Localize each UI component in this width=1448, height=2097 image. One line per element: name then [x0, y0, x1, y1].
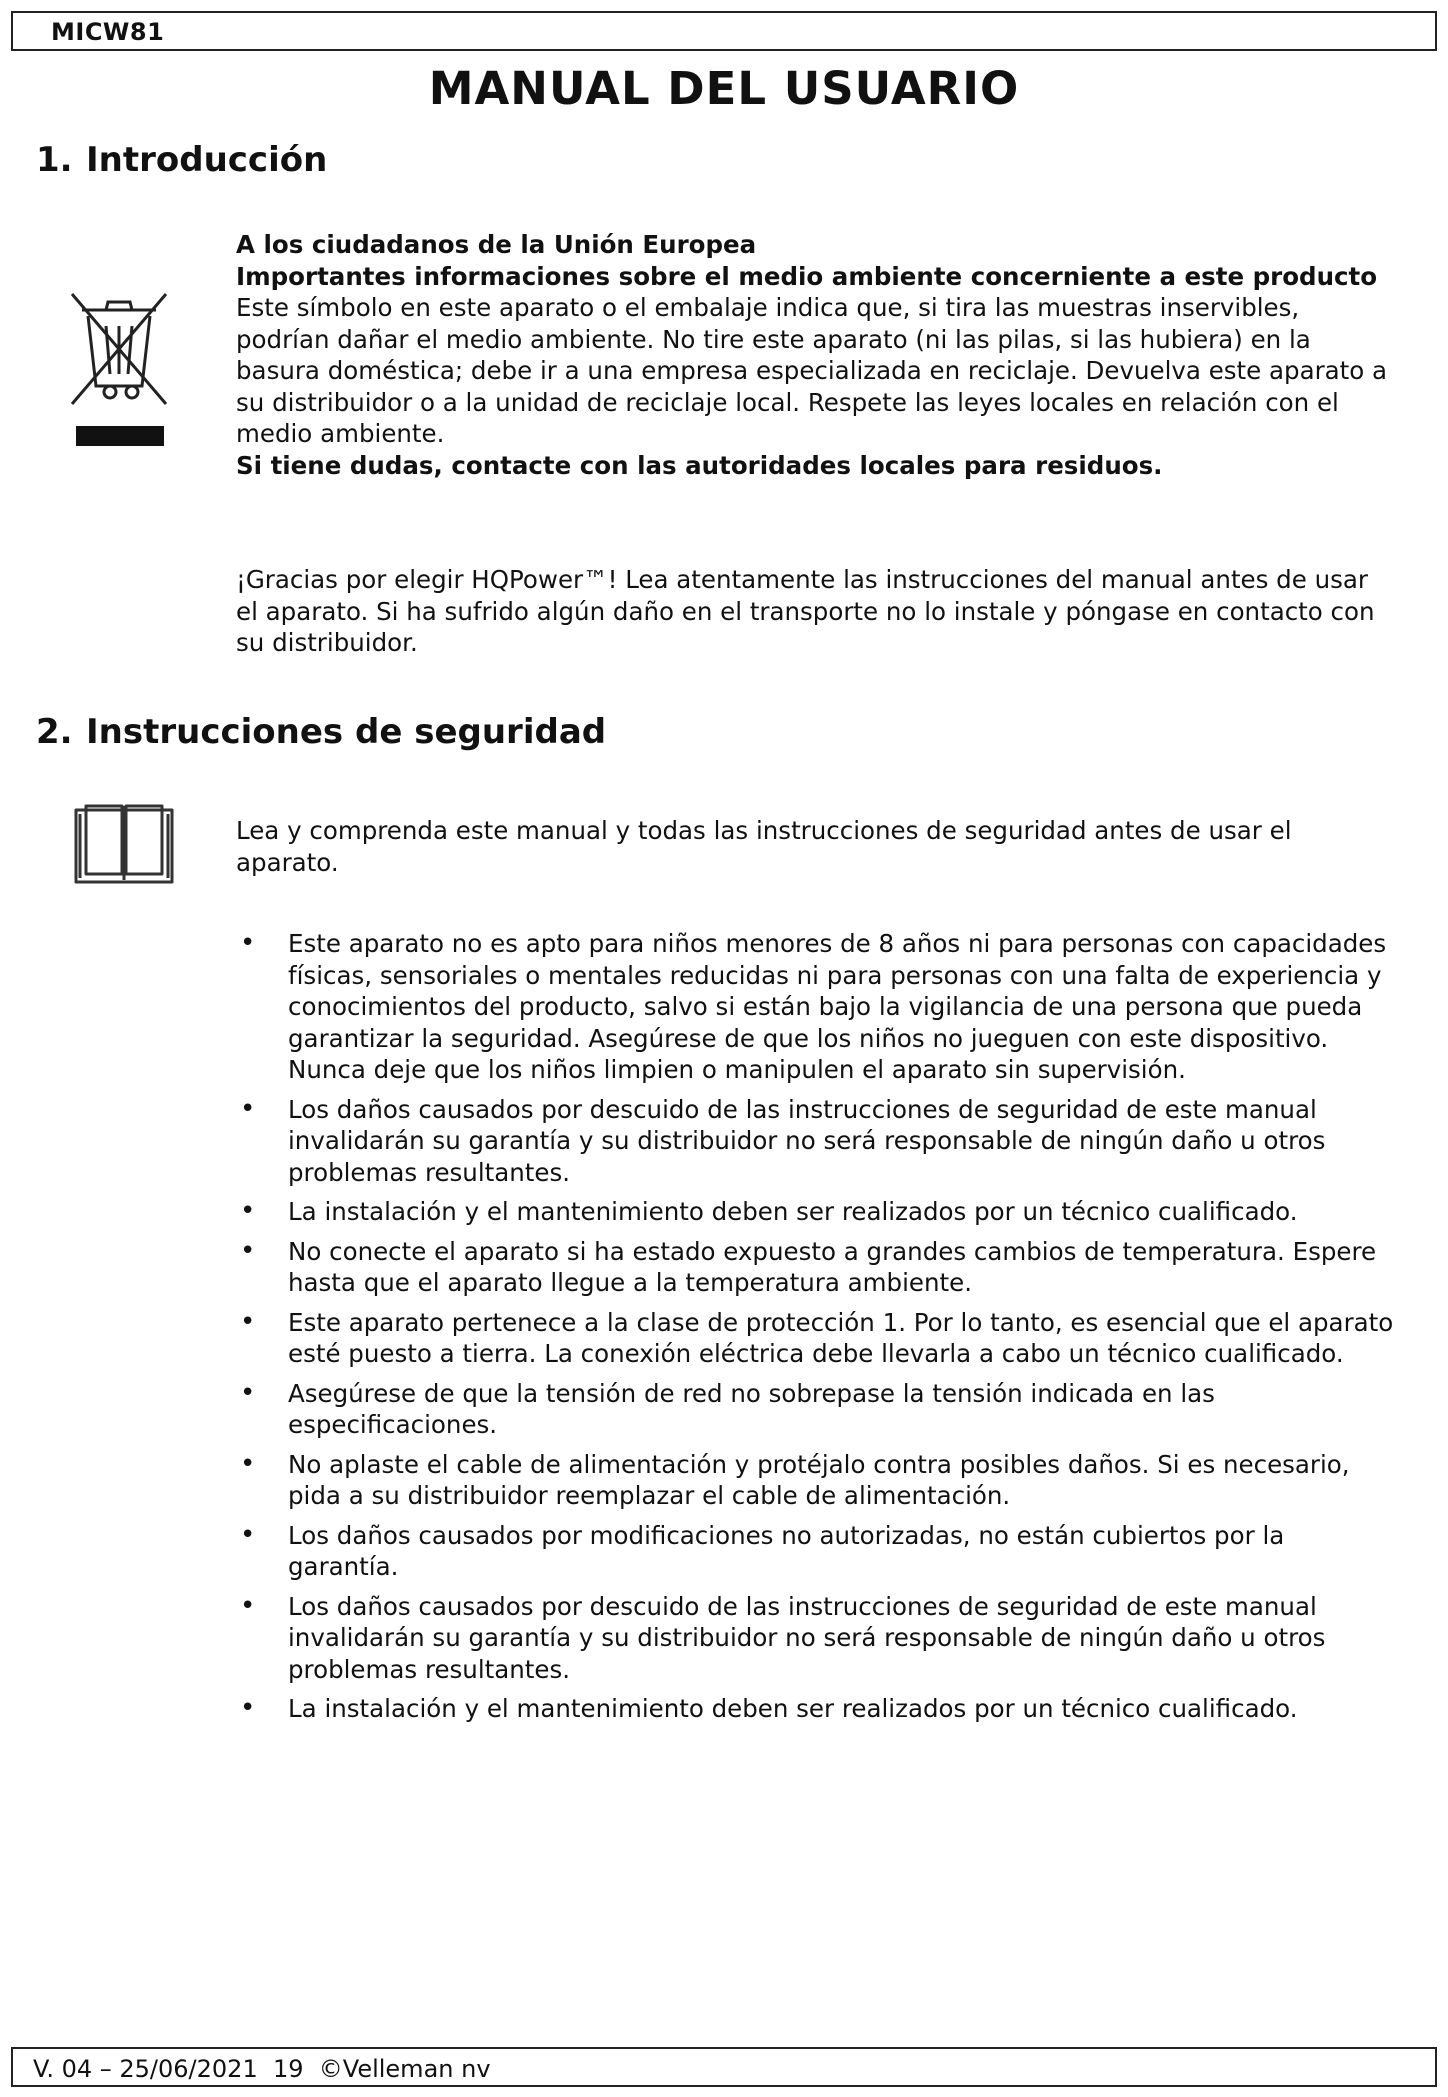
model-code: MICW81	[51, 18, 165, 46]
footer-box	[11, 2047, 1437, 2087]
list-item: • Asegúrese de que la tensión de red no sobrepase la tensión indicada en las especificaciones.	[236, 1378, 1396, 1441]
eu-heading: A los ciudadanos de la Unión Europea	[236, 230, 757, 259]
list-item: • Este aparato pertenece a la clase de protección 1. Por lo tanto, es esencial que el aparato esté puesto a tierra. La conexión eléctrica debe llevarla a cabo un técnico cualificado.	[236, 1307, 1396, 1370]
list-item: • Los daños causados por descuido de las instrucciones de seguridad de este manual invalidarán su garantía y su distribuidor no será responsable de ningún daño u otros problemas resultantes.	[236, 1591, 1396, 1686]
thanks-text: ¡Gracias por elegir HQPower™! Lea atentamente las instrucciones del manual antes de usar el aparato. Si ha sufrido algún daño en el transporte no lo instale y póngase en contacto con su distribuidor.	[236, 565, 1375, 657]
list-item: • No aplaste el cable de alimentación y protéjalo contra posibles daños. Si es necesario, pida a su distribuidor reemplazar el cable de alimentación.	[236, 1449, 1396, 1512]
section-2-number: 2.	[36, 712, 73, 752]
list-item: • La instalación y el mantenimiento deben ser realizados por un técnico cualificado.	[236, 1693, 1396, 1725]
list-item: • No conecte el aparato si ha estado expuesto a grandes cambios de temperatura. Espere hasta que el aparato llegue a la temperatura ambiente.	[236, 1236, 1396, 1299]
env-heading: Importantes informaciones sobre el medio ambiente concerniente a este producto	[236, 261, 1378, 291]
page-title: MANUAL DEL USUARIO	[428, 62, 1020, 115]
list-item: • Este aparato no es apto para niños menores de 8 años ni para personas con capacidades físicas, sensoriales o mentales reducidas ni para personas con una falta de experiencia y conocimientos del producto, salvo si están bajo la vigilancia de una persona que pueda garantizar la seguridad. Asegúrese de que los niños no jueguen con este dispositivo. Nunca deje que los niños limpien o manipulen el aparato sin supervisión.	[236, 928, 1396, 1086]
safety-intro-text: Lea y comprenda este manual y todas las instrucciones de seguridad antes de usar el aparato.	[236, 816, 1292, 877]
list-item: • La instalación y el mantenimiento deben ser realizados por un técnico cualificado.	[236, 1196, 1396, 1228]
list-item: • Los daños causados por descuido de las instrucciones de seguridad de este manual invalidarán su garantía y su distribuidor no será responsable de ningún daño u otros problemas resultantes.	[236, 1094, 1396, 1189]
read-manual-icon	[72, 800, 176, 890]
header-box	[11, 11, 1437, 51]
safety-bullet-list	[236, 928, 1396, 1733]
list-item: • Los daños causados por modificaciones no autorizadas, no están cubiertos por la garantía.	[236, 1520, 1396, 1583]
section-2-heading	[36, 712, 606, 752]
footer-text: V. 04 – 25/06/2021 19 ©Velleman nv	[33, 2055, 491, 2083]
thanks-paragraph	[236, 564, 1396, 659]
safety-intro	[236, 815, 1396, 878]
eu-notice	[236, 229, 1396, 481]
doubts-text: Si tiene dudas, contacte con las autoridades locales para residuos.	[236, 450, 1163, 480]
section-1-title: Introducción	[86, 140, 328, 180]
section-1-number: 1.	[36, 140, 73, 180]
section-2-title: Instrucciones de seguridad	[86, 712, 607, 752]
env-text: Este símbolo en este aparato o el embalaje indica que, si tira las muestras inservibles, podrían dañar el medio ambiente. No tire este aparato (ni las pilas, si las hubiera) en la basura doméstica; debe ir a una empresa especializada en reciclaje. Devuelva este aparato a su distribuidor o a la unidad de reciclaje local. Respete las leyes locales en relación con el medio ambiente.	[236, 293, 1388, 448]
section-1-heading	[36, 140, 327, 180]
weee-bin-icon	[66, 290, 172, 452]
